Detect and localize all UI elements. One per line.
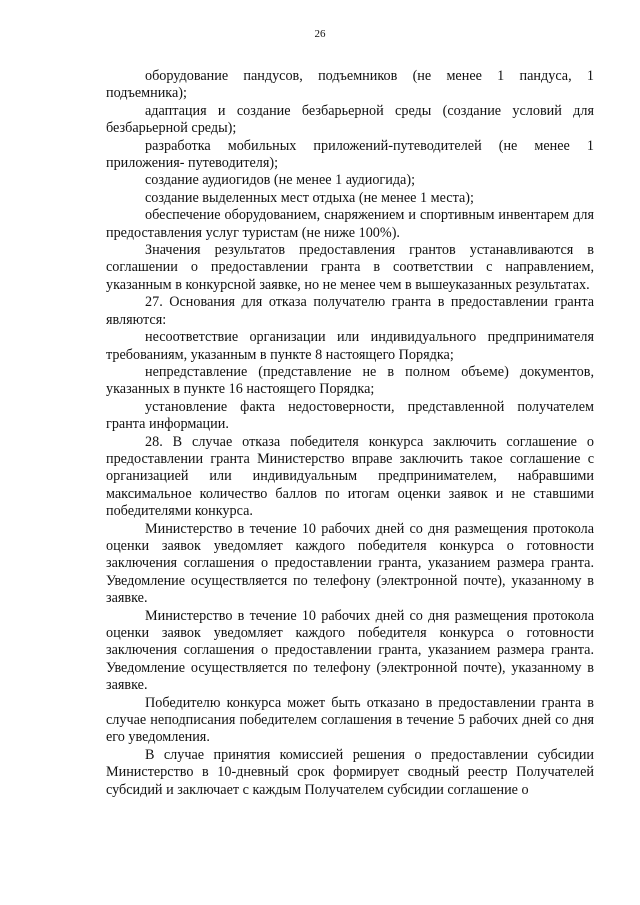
paragraph: оборудование пандусов, подъемников (не менее 1 пандуса, 1 подъемника); bbox=[106, 68, 594, 102]
paragraph: разработка мобильных приложений-путеводителей (не менее 1 приложения- путеводителя); bbox=[106, 137, 594, 172]
paragraph: создание выделенных мест отдыха (не менее 1 места); bbox=[145, 189, 474, 206]
paragraph: В случае принятия комиссией решения о предоставлении субсидии Министерство в 10-дневный срок формирует сводный реестр Получателей субсидий и заключает с каждым Получателем субсидии соглашение о bbox=[106, 746, 594, 798]
document-body bbox=[106, 68, 594, 799]
paragraph: адаптация и создание безбарьерной среды (создание условий для безбарьерной среды); bbox=[106, 102, 594, 137]
paragraph: Значения результатов предоставления грантов устанавливаются в соглашении о предоставлении гранта в соответствии с направлением, указанным в конкурсной заявке, но не менее чем в вышеуказанных результатах. bbox=[106, 242, 594, 293]
paragraph: непредставление (представление не в полном объеме) документов, указанных в пункте 16 настоящего Порядка; bbox=[106, 363, 594, 398]
paragraph: установление факта недостоверности, представленной получателем гранта информации. bbox=[106, 398, 594, 433]
paragraph: Министерство в течение 10 рабочих дней со дня размещения протокола оценки заявок уведомляет каждого победителя конкурса о готовности заключения соглашения о предоставлении гранта, указанием размера гранта. Уведомление осуществляется по телефону (электронной почте), указанному в заявке. bbox=[106, 607, 594, 694]
paragraph: обеспечение оборудованием, снаряжением и спортивным инвентарем для предоставления услуг туристам (не ниже 100%). bbox=[106, 207, 594, 241]
paragraph: 27. Основания для отказа получателю гранта в предоставлении гранта являются: bbox=[106, 294, 594, 328]
paragraph: создание аудиогидов (не менее 1 аудиогида); bbox=[145, 172, 416, 189]
paragraph: Победителю конкурса может быть отказано в предоставлении гранта в случае неподписания победителем соглашения в течение 5 рабочих дней со дня его уведомления. bbox=[106, 694, 594, 746]
page-number: 26 bbox=[314, 28, 326, 40]
paragraph: 28. В случае отказа победителя конкурса заключить соглашение о предоставлении гранта Министерство вправе заключить такое соглашение с организацией или индивидуальным предпринимателем, набравшими максимальное количество баллов по итогам оценки заявок и не ставшими победителями конкурса. bbox=[106, 433, 594, 520]
paragraph: Министерство в течение 10 рабочих дней со дня размещения протокола оценки заявок уведомляет каждого победителя конкурса о готовности заключения соглашения о предоставлении гранта, указанием размера гранта. Уведомление осуществляется по телефону (электронной почте), указанному в заявке. bbox=[106, 520, 594, 607]
paragraph: несоответствие организации или индивидуального предпринимателя требованиям, указанным в пункте 8 настоящего Порядка; bbox=[106, 329, 594, 363]
